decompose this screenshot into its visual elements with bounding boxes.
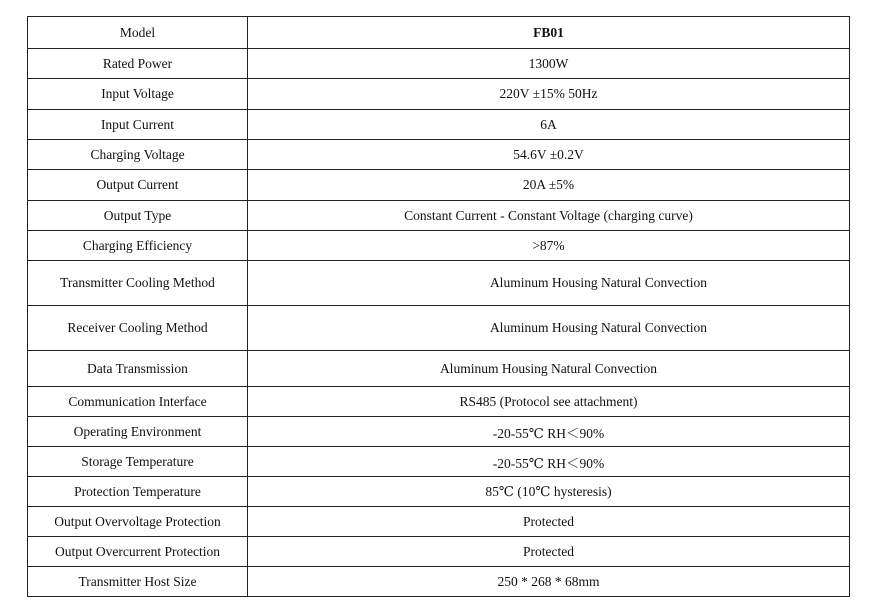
row-label: Input Current: [28, 110, 248, 140]
table-row-operating-environment: [28, 417, 850, 447]
row-value: 85℃ (10℃ hysteresis): [248, 477, 850, 507]
table-row-charging-voltage: [28, 140, 850, 170]
row-value: Aluminum Housing Natural Convection: [248, 351, 850, 387]
table-row-output-current: [28, 170, 850, 201]
row-value: -20-55℃ RH＜90%: [248, 447, 850, 477]
table-row-overvoltage-protection: [28, 507, 850, 537]
row-label: Output Overvoltage Protection: [28, 507, 248, 537]
row-label: Charging Efficiency: [28, 231, 248, 261]
table-row-input-current: [28, 110, 850, 140]
row-value: Aluminum Housing Natural Convection: [489, 275, 708, 290]
row-label: Receiver Cooling Method: [28, 306, 248, 351]
table-row-model: [28, 17, 850, 49]
row-value-cell: [248, 261, 850, 306]
row-value: 6A: [248, 110, 850, 140]
row-value: RS485 (Protocol see attachment): [248, 387, 850, 417]
row-label: Output Current: [28, 170, 248, 201]
row-value: Aluminum Housing Natural Convection: [489, 320, 708, 335]
row-value: 54.6V ±0.2V: [248, 140, 850, 170]
row-value: 250 * 268 * 68mm: [248, 567, 850, 597]
row-label: Input Voltage: [28, 79, 248, 110]
row-label: Communication Interface: [28, 387, 248, 417]
row-label: Transmitter Cooling Method: [28, 261, 248, 306]
row-label: Rated Power: [28, 49, 248, 79]
row-value-cell: [248, 306, 850, 351]
spec-table: [27, 16, 850, 597]
row-label: Protection Temperature: [28, 477, 248, 507]
row-label: Transmitter Host Size: [28, 567, 248, 597]
table-row-overcurrent-protection: [28, 537, 850, 567]
row-value: 1300W: [248, 49, 850, 79]
table-row-transmitter-cooling: [28, 261, 850, 306]
row-value: Protected: [248, 537, 850, 567]
row-value: Constant Current - Constant Voltage (charging curve): [248, 201, 850, 231]
table-row-data-transmission: [28, 351, 850, 387]
row-label: Output Overcurrent Protection: [28, 537, 248, 567]
row-value: 220V ±15% 50Hz: [248, 79, 850, 110]
row-label: Charging Voltage: [28, 140, 248, 170]
table-row-charging-efficiency: [28, 231, 850, 261]
row-label: Model: [28, 17, 248, 49]
table-row-rated-power: [28, 49, 850, 79]
table-row-storage-temperature: [28, 447, 850, 477]
row-label: Data Transmission: [28, 351, 248, 387]
table-row-host-size: [28, 567, 850, 597]
table-row-protection-temperature: [28, 477, 850, 507]
table-row-input-voltage: [28, 79, 850, 110]
row-value: -20-55℃ RH＜90%: [248, 417, 850, 447]
row-value: Protected: [248, 507, 850, 537]
row-label: Output Type: [28, 201, 248, 231]
table-row-output-type: [28, 201, 850, 231]
row-value: FB01: [248, 17, 850, 49]
row-label: Storage Temperature: [28, 447, 248, 477]
row-value: >87%: [248, 231, 850, 261]
table-row-receiver-cooling: [28, 306, 850, 351]
row-label: Operating Environment: [28, 417, 248, 447]
row-value: 20A ±5%: [248, 170, 850, 201]
table-row-communication-interface: [28, 387, 850, 417]
